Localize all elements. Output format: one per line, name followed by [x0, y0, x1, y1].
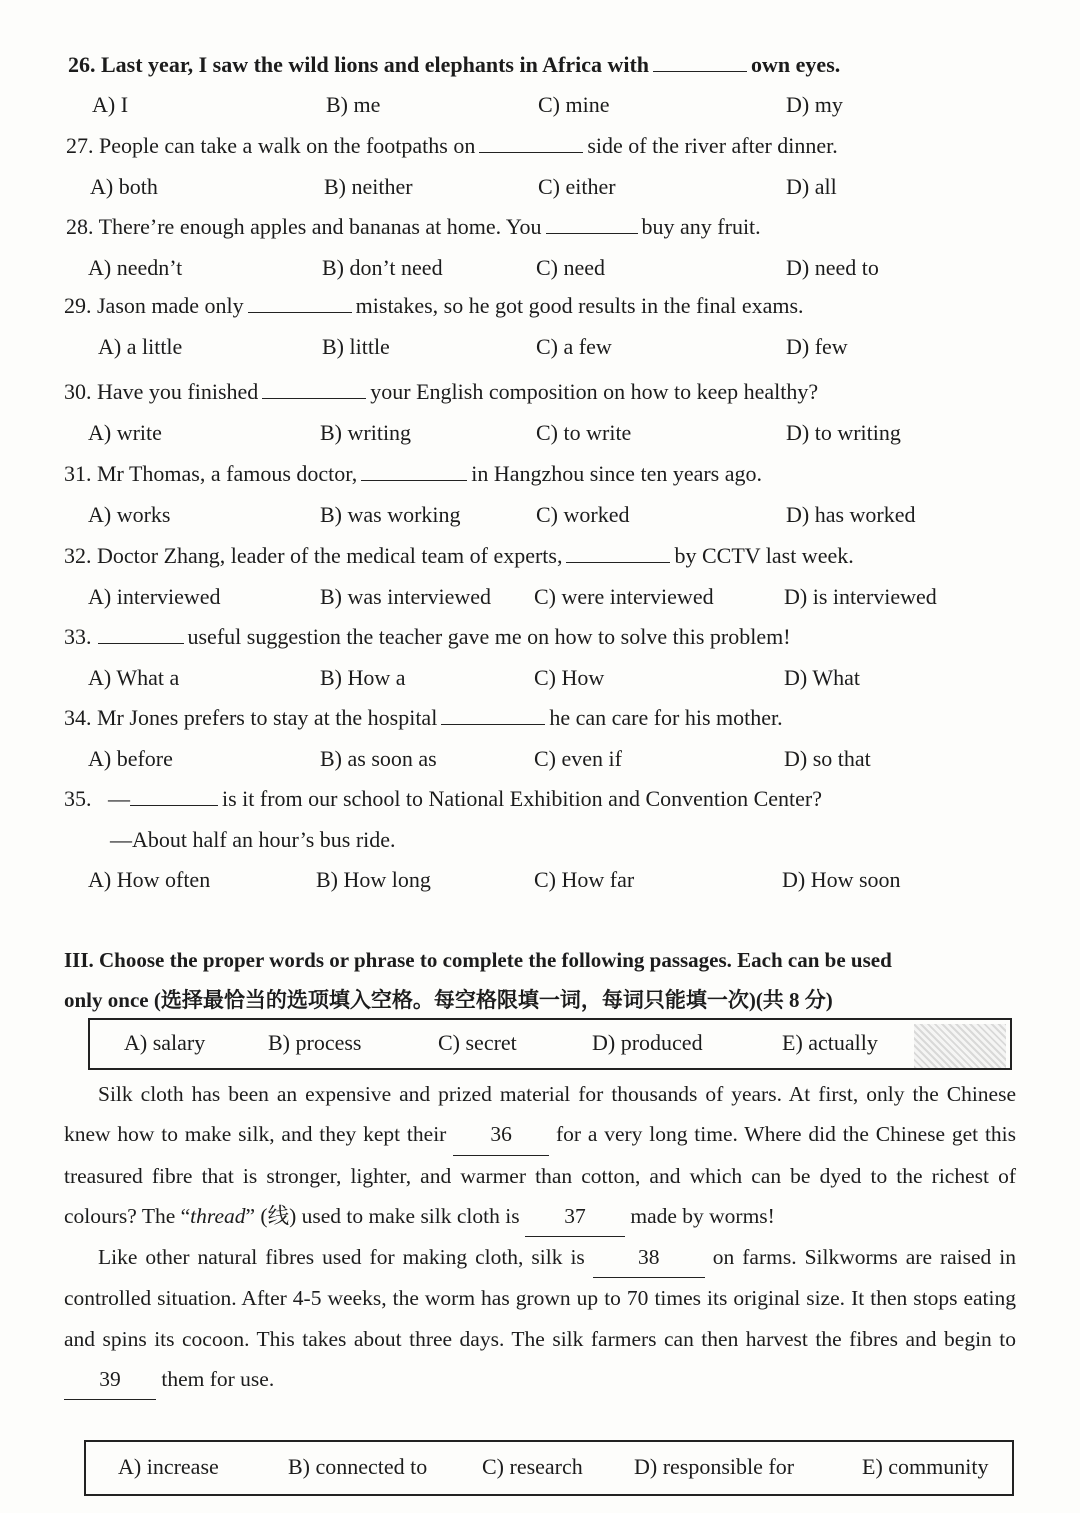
- option-d: D) all: [786, 174, 837, 199]
- answer-blank: [262, 380, 366, 399]
- option-c: C) a few: [536, 334, 612, 359]
- option-d: D) What: [784, 665, 860, 690]
- option-b: B) How long: [316, 867, 431, 892]
- option-c: C) How: [534, 665, 605, 690]
- word-option: A) salary: [124, 1030, 206, 1055]
- option-d: D) my: [786, 92, 843, 117]
- word-bank-box-2: [84, 1440, 1014, 1496]
- answer-blank: [479, 134, 583, 153]
- word-option: A) increase: [118, 1454, 219, 1479]
- option-b: B) writing: [320, 420, 412, 445]
- blank-39: 39: [64, 1359, 156, 1400]
- section-heading-cont: only once (选择最恰当的选项填入空格。每空格限填一词，每词只能填一次)(共 8 分): [64, 988, 833, 1012]
- option-c: C) worked: [536, 502, 630, 527]
- word-option: E) actually: [782, 1030, 878, 1055]
- option-a: A) works: [88, 502, 171, 527]
- option-c: C) were interviewed: [534, 584, 714, 609]
- option-b: B) was interviewed: [320, 584, 492, 609]
- option-d: D) How soon: [782, 867, 901, 892]
- option-d: D) to writing: [786, 420, 901, 445]
- passage: [64, 1074, 1016, 1400]
- answer-blank: [653, 53, 747, 72]
- blank-38: 38: [593, 1237, 705, 1278]
- passage-paragraph-2: Like other natural fibres used for making cloth, silk is 38 on farms. Silkworms are raised in controlled situation. After 4-5 weeks, the worm has grown up to 70 times its original size. It then stops eating and spins its cocoon. This takes about three days. The silk farmers can then harvest the fibres and begin to 39 them for use.: [64, 1237, 1016, 1400]
- option-b: B) as soon as: [320, 746, 437, 771]
- answer-blank: [546, 215, 638, 234]
- option-a: A) write: [88, 420, 162, 445]
- option-d: D) few: [786, 334, 848, 359]
- option-a: A) What a: [88, 665, 180, 690]
- word-option: C) research: [482, 1454, 583, 1479]
- answer-blank: [98, 625, 184, 644]
- question-stem: 34. Mr Jones prefers to stay at the hospital he can care for his mother.: [64, 705, 783, 730]
- option-b: B) neither: [324, 174, 413, 199]
- option-b: B) How a: [320, 665, 406, 690]
- question-stem: 26. Last year, I saw the wild lions and elephants in Africa with own eyes.: [68, 52, 841, 77]
- answer-blank: [361, 462, 467, 481]
- word-option: B) connected to: [288, 1454, 428, 1479]
- option-a: A) needn’t: [88, 255, 183, 280]
- word-bank-box: [88, 1018, 1012, 1070]
- word-option: B) process: [268, 1030, 362, 1055]
- option-d: D) has worked: [786, 502, 916, 527]
- option-b: B) was working: [320, 502, 461, 527]
- option-c: C) How far: [534, 867, 635, 892]
- word-option: E) community: [862, 1454, 989, 1479]
- option-c: C) to write: [536, 420, 632, 445]
- option-c: C) either: [538, 174, 616, 199]
- option-b: B) little: [322, 334, 390, 359]
- option-a: A) before: [88, 746, 173, 771]
- question-stem: 31. Mr Thomas, a famous doctor, in Hangzhou since ten years ago.: [64, 461, 763, 486]
- question-stem: 27. People can take a walk on the footpaths on side of the river after dinner.: [66, 133, 838, 158]
- option-d: D) is interviewed: [784, 584, 937, 609]
- passage-paragraph-1: Silk cloth has been an expensive and prized material for thousands of years. At first, only the Chinese knew how to make silk, and they kept their 36 for a very long time. Where did the Chinese get this treasured fibre that is stronger, lighter, and warmer than cotton, and which can be dyed to the richest of colours? The “thread” (线) used to make silk cloth is 37 made by worms!: [64, 1074, 1016, 1237]
- option-c: C) mine: [538, 92, 610, 117]
- word-option: D) produced: [592, 1030, 703, 1055]
- answer-line: —About half an hour’s bus ride.: [110, 827, 396, 852]
- question-stem: 29. Jason made only mistakes, so he got good results in the final exams.: [64, 293, 804, 318]
- question-stem: 28. There’re enough apples and bananas at home. You buy any fruit.: [66, 214, 761, 239]
- question-stem: 33. useful suggestion the teacher gave me on how to solve this problem!: [64, 624, 791, 649]
- option-b: B) me: [326, 92, 381, 117]
- option-a: A) I: [92, 92, 129, 117]
- question-stem: 35. — is it from our school to National Exhibition and Convention Center?: [64, 786, 823, 811]
- answer-blank: [566, 544, 670, 563]
- blank-36: 36: [453, 1114, 549, 1155]
- answer-blank: [130, 787, 218, 806]
- question-stem: 30. Have you finished your English composition on how to keep healthy?: [64, 379, 819, 404]
- option-a: A) both: [90, 174, 158, 199]
- option-b: B) don’t need: [322, 255, 443, 280]
- option-a: A) a little: [98, 334, 183, 359]
- section-heading: III. Choose the proper words or phrase to complete the following passages. Each can be used: [64, 948, 892, 972]
- answer-blank: [441, 706, 545, 725]
- scan-smudge: [914, 1024, 1006, 1068]
- blank-37: 37: [525, 1196, 625, 1237]
- question-stem: 32. Doctor Zhang, leader of the medical team of experts, by CCTV last week.: [64, 543, 854, 568]
- word-option: D) responsible for: [634, 1454, 795, 1479]
- answer-blank: [248, 294, 352, 313]
- option-c: C) need: [536, 255, 606, 280]
- option-a: A) How often: [88, 867, 211, 892]
- option-d: D) need to: [786, 255, 879, 280]
- option-a: A) interviewed: [88, 584, 221, 609]
- option-d: D) so that: [784, 746, 871, 771]
- option-c: C) even if: [534, 746, 622, 771]
- word-option: C) secret: [438, 1030, 517, 1055]
